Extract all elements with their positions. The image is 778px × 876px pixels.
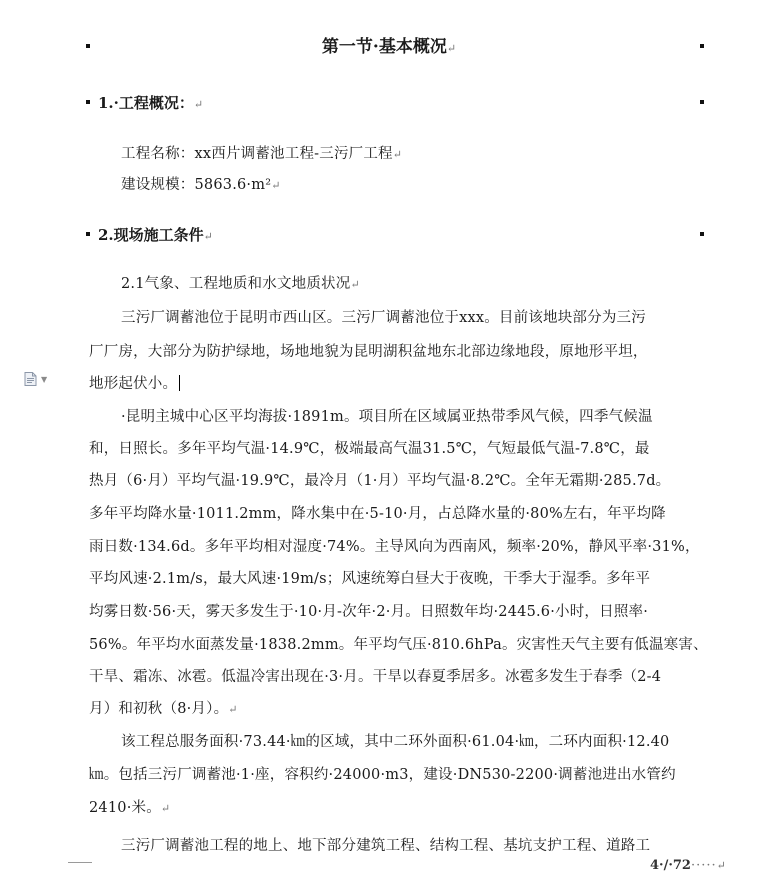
paragraph-line: 多年平均降水量·1011.2mm，降水集中在·5-10·月，占总降水量的·80%左右，年平均降 xyxy=(89,506,666,522)
heading-bullet xyxy=(86,44,90,48)
heading-bullet xyxy=(86,232,90,236)
heading-bullet xyxy=(700,44,704,48)
project-name-line: 工程名称：xx西片调蓄池工程-三污厂工程↵ xyxy=(121,146,403,162)
section1-heading: 1.·工程概况：↵ xyxy=(98,94,204,112)
paragraph-line[interactable]: 地形起伏小。 xyxy=(89,372,180,393)
page-corner-mark xyxy=(68,862,92,873)
page-title: 第一节·基本概况↵ xyxy=(321,37,457,57)
heading-bullet xyxy=(700,232,704,236)
paragraph-line: ·昆明主城中心区平均海拔·1891m。项目所在区域属亚热带季风气候，四季气候温 xyxy=(121,409,653,425)
paragraph-line: 三污厂调蓄池位于昆明市西山区。三污厂调蓄池位于xxx。目前该地块部分为三污 xyxy=(121,310,646,326)
heading-bullet xyxy=(86,100,90,104)
paragraph-line: 和，日照长。多年平均气温·14.9℃，极端最高气温31.5℃，气短最低气温-7.8℃，最 xyxy=(89,441,650,457)
paragraph-mark: ↵ xyxy=(446,42,457,55)
paragraph-line: 三污厂调蓄池工程的地上、地下部分建筑工程、结构工程、基坑支护工程、道路工 xyxy=(121,838,651,854)
subsection-heading: 2.1气象、工程地质和水文地质状况↵ xyxy=(121,276,360,292)
paragraph-line: 该工程总服务面积·73.44·㎞的区域，其中二环外面积·61.04·㎞，二环内面积·12.40 xyxy=(121,734,670,750)
project-scale-line: 建设规模：5863.6·m²↵ xyxy=(121,177,281,193)
paragraph-line: 均雾日数·56·天，雾天多发生于·10·月-次年·2·月。日照数年均·2445.6·小时，日照率· xyxy=(89,604,649,620)
text-cursor xyxy=(179,375,180,391)
paragraph-line: 雨日数·134.6d。多年平均相对湿度·74%。主导风向为西南风，频率·20%，静风平率·31%， xyxy=(89,539,700,555)
paragraph-line: 月）和初秋（8·月）。↵ xyxy=(89,701,238,717)
paragraph-line: 平均风速·2.1m/s，最大风速·19m/s；风速统筹白昼大于夜晚，干季大于湿季。多年平 xyxy=(89,571,651,587)
paragraph-line: 56%。年平均水面蒸发量·1838.2mm。年平均气压·810.6hPa。灾害性天气主要有低温寒害、 xyxy=(89,637,708,653)
paragraph-line: 厂厂房，大部分为防护绿地，场地地貌为昆明湖积盆地东北部边缘地段，原地形平坦， xyxy=(89,344,648,360)
chevron-down-icon[interactable]: ▼ xyxy=(41,375,48,384)
paragraph-line: 热月（6·月）平均气温·19.9℃，最冷月（1·月）平均气温·8.2℃。全年无霜期·285.7d。 xyxy=(89,473,671,489)
heading-bullet xyxy=(700,100,704,104)
section2-heading: 2.现场施工条件↵ xyxy=(98,226,213,244)
paragraph-line: ㎞。包括三污厂调蓄池·1·座，容积约·24000·m3，建设·DN530-2200·调蓄池进出水管约 xyxy=(89,767,676,783)
paragraph-line: 干旱、霜冻、冰雹。低温冷害出现在·3·月。干旱以春夏季居多。冰雹多发生于春季（2-4 xyxy=(89,669,662,685)
paragraph-line: 2410·米。↵ xyxy=(89,800,171,816)
paste-options-icon[interactable] xyxy=(24,372,37,386)
page-number: 4·/·72·····↵ xyxy=(650,858,726,873)
